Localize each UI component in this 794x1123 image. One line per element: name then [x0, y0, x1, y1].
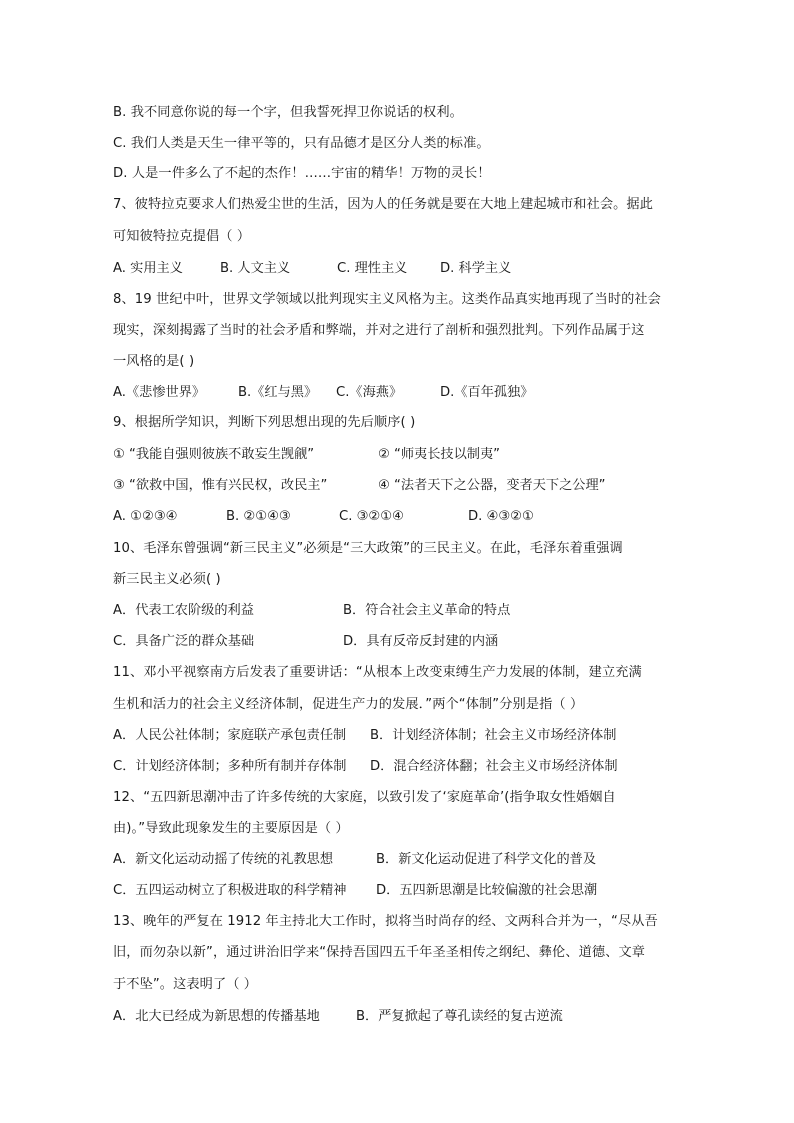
q9-option-c: C. ③②①④ [339, 509, 404, 524]
q8-stem-line-2: 现实，深刻揭露了当时的社会矛盾和弊端，并对之进行了剖析和强烈批判。下列作品属于这 [113, 323, 645, 338]
q9-item-2: ② “师夷长技以制夷” [378, 447, 500, 462]
q13-stem-line-2: 旧，而勿杂以新”，通过讲治旧学来“保持吾国四五千年圣圣相传之纲纪、彝伦、道德、文章 [113, 945, 646, 960]
q8-option-b: B.《红与黑》 [238, 385, 318, 400]
q10-stem-line-1: 10、毛泽东曾强调“新三民主义”必须是“三大政策”的三民主义。在此，毛泽东着重强调 [113, 541, 623, 556]
q11-option-d: D．混合经济体翻；社会主义市场经济体制 [370, 759, 618, 774]
q12-stem-line-1: 12、“五四新思潮冲击了许多传统的大家庭，以致引发了‘家庭革命’(指争取女性婚姻自 [113, 790, 616, 805]
q9-stem-line-1: 9、根据所学知识，判断下列思想出现的先后顺序( ) [113, 415, 416, 430]
q12-option-d: D．五四新思潮是比较偏激的社会思潮 [376, 883, 598, 898]
q8-option-a: A.《悲惨世界》 [113, 385, 206, 400]
q11-stem-line-2: 生机和活力的社会主义经济体制，促进生产力的发展．”两个“体制”分别是指（ ） [113, 697, 584, 712]
q11-option-a: A．人民公社体制；家庭联产承包责任制 [113, 728, 347, 743]
q6-option-c: C. 我们人类是天生一律平等的，只有品德才是区分人类的标准。 [113, 136, 490, 151]
q9-item-1: ① “我能自强则彼族不敢妄生觊觎” [113, 447, 315, 462]
q7-option-c: C. 理性主义 [337, 261, 408, 276]
q8-stem-line-3: 一风格的是( ) [113, 354, 195, 369]
q13-stem-line-1: 13、晚年的严复在 1912 年主持北大工作时，拟将当时尚存的经、文两科合并为一，“尽从吾 [113, 914, 658, 929]
q10-option-c: C．具备广泛的群众基础 [113, 634, 255, 649]
q9-item-4: ④ “法者天下之公器，变者天下之公理” [378, 478, 606, 493]
q9-option-a: A. ①②③④ [113, 509, 178, 524]
q7-stem-line-1: 7、彼特拉克要求人们热爱尘世的生活，因为人的任务就是要在大地上建起城市和社会。据此 [113, 197, 653, 212]
q10-option-a: A．代表工农阶级的利益 [113, 603, 254, 618]
q7-option-d: D. 科学主义 [440, 261, 512, 276]
q6-option-b: B. 我不同意你说的每一个字，但我誓死捍卫你说话的权利。 [113, 105, 463, 120]
q7-stem-line-2: 可知彼特拉克提倡（ ） [113, 229, 251, 244]
q12-stem-line-2: 由)。”导致此现象发生的主要原因是（ ） [113, 821, 349, 836]
q12-option-a: A．新文化运动动摇了传统的礼教思想 [113, 852, 334, 867]
q13-option-a: A．北大已经成为新思想的传播基地 [113, 1009, 320, 1024]
q9-option-b: B. ②①④③ [226, 509, 291, 524]
q9-item-3: ③ “欲救中国，惟有兴民权，改民主” [113, 478, 328, 493]
q7-option-b: B. 人文主义 [220, 261, 291, 276]
q10-stem-line-2: 新三民主义必须( ) [113, 572, 221, 587]
q8-stem-line-1: 8、19 世纪中叶，世界文学领域以批判现实主义风格为主。这类作品真实地再现了当时的社会 [113, 292, 661, 307]
q12-option-b: B．新文化运动促进了科学文化的普及 [376, 852, 597, 867]
q7-option-a: A. 实用主义 [113, 261, 183, 276]
q13-stem-line-3: 于不坠”。这表明了（ ） [113, 977, 258, 992]
q10-option-b: B．符合社会主义革命的特点 [343, 603, 511, 618]
q13-option-b: B．严复掀起了尊孔读经的复古逆流 [356, 1009, 563, 1024]
q12-option-c: C．五四运动树立了积极进取的科学精神 [113, 883, 347, 898]
q8-option-d: D.《百年孤独》 [440, 385, 534, 400]
q10-option-d: D．具有反帝反封建的内涵 [343, 634, 499, 649]
q11-option-b: B．计划经济体制；社会主义市场经济体制 [370, 728, 617, 743]
q9-option-d: D. ④③②① [468, 509, 534, 524]
q6-option-d: D. 人是一件多么了不起的杰作！……宇宙的精华！万物的灵长！ [113, 166, 491, 181]
q11-option-c: C．计划经济体制；多种所有制并存体制 [113, 759, 347, 774]
q11-stem-line-1: 11、邓小平视察南方后发表了重要讲话：“从根本上改变束缚生产力发展的体制，建立充满 [113, 665, 642, 680]
q8-option-c: C.《海燕》 [336, 385, 403, 400]
